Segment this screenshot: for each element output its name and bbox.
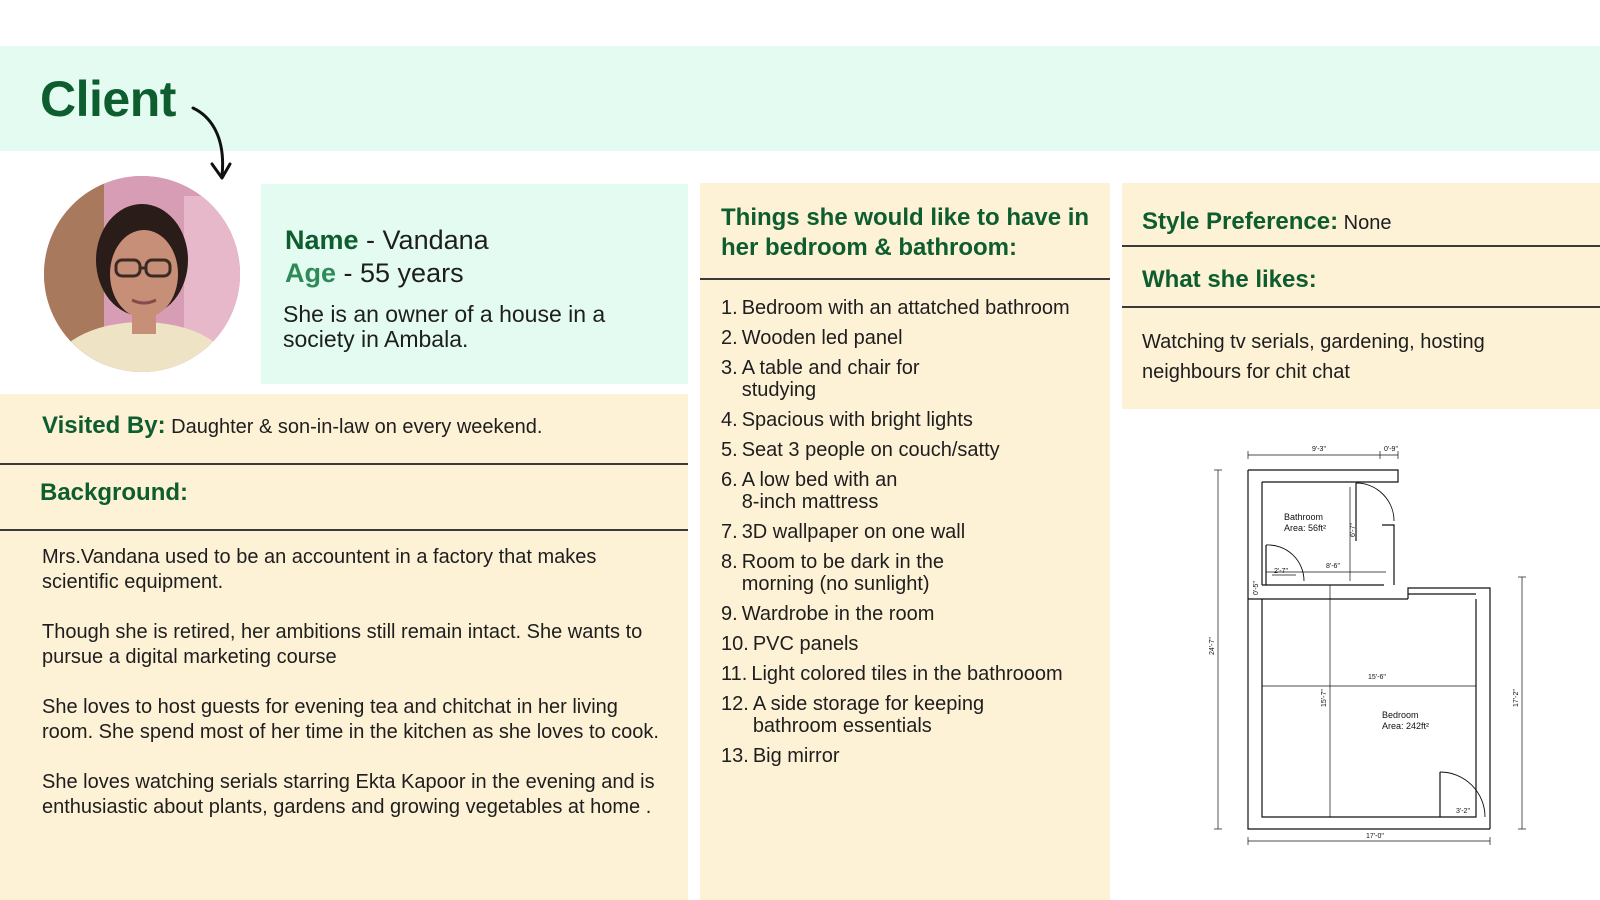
page-title: Client [40, 71, 176, 127]
list-item [721, 551, 1106, 595]
age-separator: - [336, 258, 361, 288]
age-line [285, 258, 464, 289]
list-item-number: 3. [721, 357, 738, 379]
list-item-text: Room to be dark in the morning (no sunlight) [741, 551, 945, 595]
divider [1122, 306, 1600, 308]
list-item-text: A table and chair for studying [741, 357, 920, 401]
bedroom-area: Area: 242ft² [1382, 721, 1430, 731]
style-label: Style Preference: [1142, 208, 1339, 235]
list-item [721, 633, 1106, 655]
divider [0, 529, 688, 531]
list-item-number: 8. [721, 551, 738, 573]
name-line [285, 225, 489, 256]
list-item-text: Light colored tiles in the bathrooom [751, 663, 1063, 685]
divider [1122, 245, 1600, 247]
intro-text: She is an owner of a house in a society in Ambala. [283, 301, 606, 352]
list-item-number: 6. [721, 469, 738, 491]
list-item-text: Seat 3 people on couch/satty [741, 439, 1000, 461]
list-item-number: 2. [721, 327, 738, 349]
dim-bottom-total: 17'-0" [1366, 833, 1384, 840]
portrait-image [44, 176, 240, 372]
list-item [721, 469, 1106, 513]
dim-bed-h: 15'-7" [1321, 689, 1328, 707]
visited-by [42, 412, 542, 440]
list-item-text: Big mirror [752, 745, 840, 767]
list-item-text: Wardrobe in the room [741, 603, 935, 625]
style-preference [1142, 208, 1391, 236]
divider [700, 278, 1110, 280]
list-item-number: 1. [721, 297, 738, 319]
header-band [0, 46, 1600, 151]
list-item-number: 7. [721, 521, 738, 543]
list-item-text: A low bed with an 8-inch mattress [741, 469, 898, 513]
name-separator: - [358, 225, 383, 255]
dim-bath-h: 6'-7" [1350, 523, 1357, 537]
list-item-number: 4. [721, 409, 738, 431]
list-item [721, 603, 1106, 625]
bathroom-area: Area: 56ft² [1284, 523, 1327, 533]
dim-side-gap: 0'-5" [1253, 581, 1260, 595]
list-item-number: 5. [721, 439, 738, 461]
list-item-text: PVC panels [752, 633, 859, 655]
name-label: Name [285, 225, 359, 255]
list-item-number: 13. [721, 745, 749, 767]
age-label: Age [285, 258, 337, 288]
list-item [721, 409, 1106, 431]
wishlist-title: Things she would like to have in her bedroom & bathroom: [721, 204, 1090, 261]
bedroom-label: Bedroom [1382, 710, 1419, 720]
likes-title: What she likes: [1142, 266, 1317, 293]
background-paragraph: Mrs.Vandana used to be an accountent in a factory that makes scientific equipment. [42, 546, 597, 593]
background-paragraph: She loves watching serials starring Ekta Kapoor in the evening and is enthusiastic about plants, gardens and growing vegetables at home . [42, 771, 655, 818]
background-title: Background: [40, 479, 189, 506]
list-item [721, 693, 1106, 737]
background-paragraph: She loves to host guests for evening tea and chitchat in her living room. She spend most of her time in the kitchen as she loves to cook. [42, 696, 659, 743]
visited-value: Daughter & son-in-law on every weekend. [171, 416, 543, 438]
age-value: 55 years [360, 258, 464, 288]
list-item [721, 439, 1106, 461]
curved-arrow-icon [190, 100, 240, 182]
divider [0, 463, 688, 465]
dim-door-r: 3'-2" [1456, 808, 1470, 815]
visited-label: Visited By: [42, 412, 166, 439]
dim-door-w: 2'-7" [1274, 568, 1288, 575]
list-item-text: A side storage for keeping bathroom essentials [752, 693, 985, 737]
wishlist-list [721, 297, 1106, 775]
style-value: None [1343, 212, 1392, 234]
list-item-number: 9. [721, 603, 738, 625]
list-item-text: Wooden led panel [741, 327, 903, 349]
floor-plan-diagram [1200, 445, 1540, 850]
list-item-number: 11. [721, 663, 748, 685]
list-item-text: Bedroom with an attatched bathroom [741, 297, 1070, 319]
bathroom-label: Bathroom [1284, 512, 1324, 522]
client-avatar [44, 176, 240, 372]
likes-text: Watching tv serials, gardening, hosting neighbours for chit chat [1142, 331, 1485, 383]
dim-bath-w: 8'-6" [1326, 563, 1340, 570]
dim-top-a: 9'-3" [1312, 446, 1326, 453]
background-paragraph: Though she is retired, her ambitions still remain intact. She wants to pursue a digital marketing course [42, 621, 643, 668]
list-item [721, 663, 1106, 685]
dim-top-b: 0'-9" [1384, 446, 1398, 453]
list-item-number: 10. [721, 633, 749, 655]
dim-bed-w: 15'-6" [1368, 674, 1386, 681]
list-item [721, 745, 1106, 767]
list-item-text: 3D wallpaper on one wall [741, 521, 966, 543]
name-value: Vandana [382, 225, 489, 255]
list-item [721, 297, 1106, 319]
list-item-number: 12. [721, 693, 749, 715]
list-item [721, 521, 1106, 543]
list-item [721, 357, 1106, 401]
dim-right-total: 17'-2" [1513, 689, 1520, 707]
dim-left-total: 24'-7" [1209, 637, 1216, 655]
background-text [42, 545, 662, 845]
list-item [721, 327, 1106, 349]
list-item-text: Spacious with bright lights [741, 409, 973, 431]
